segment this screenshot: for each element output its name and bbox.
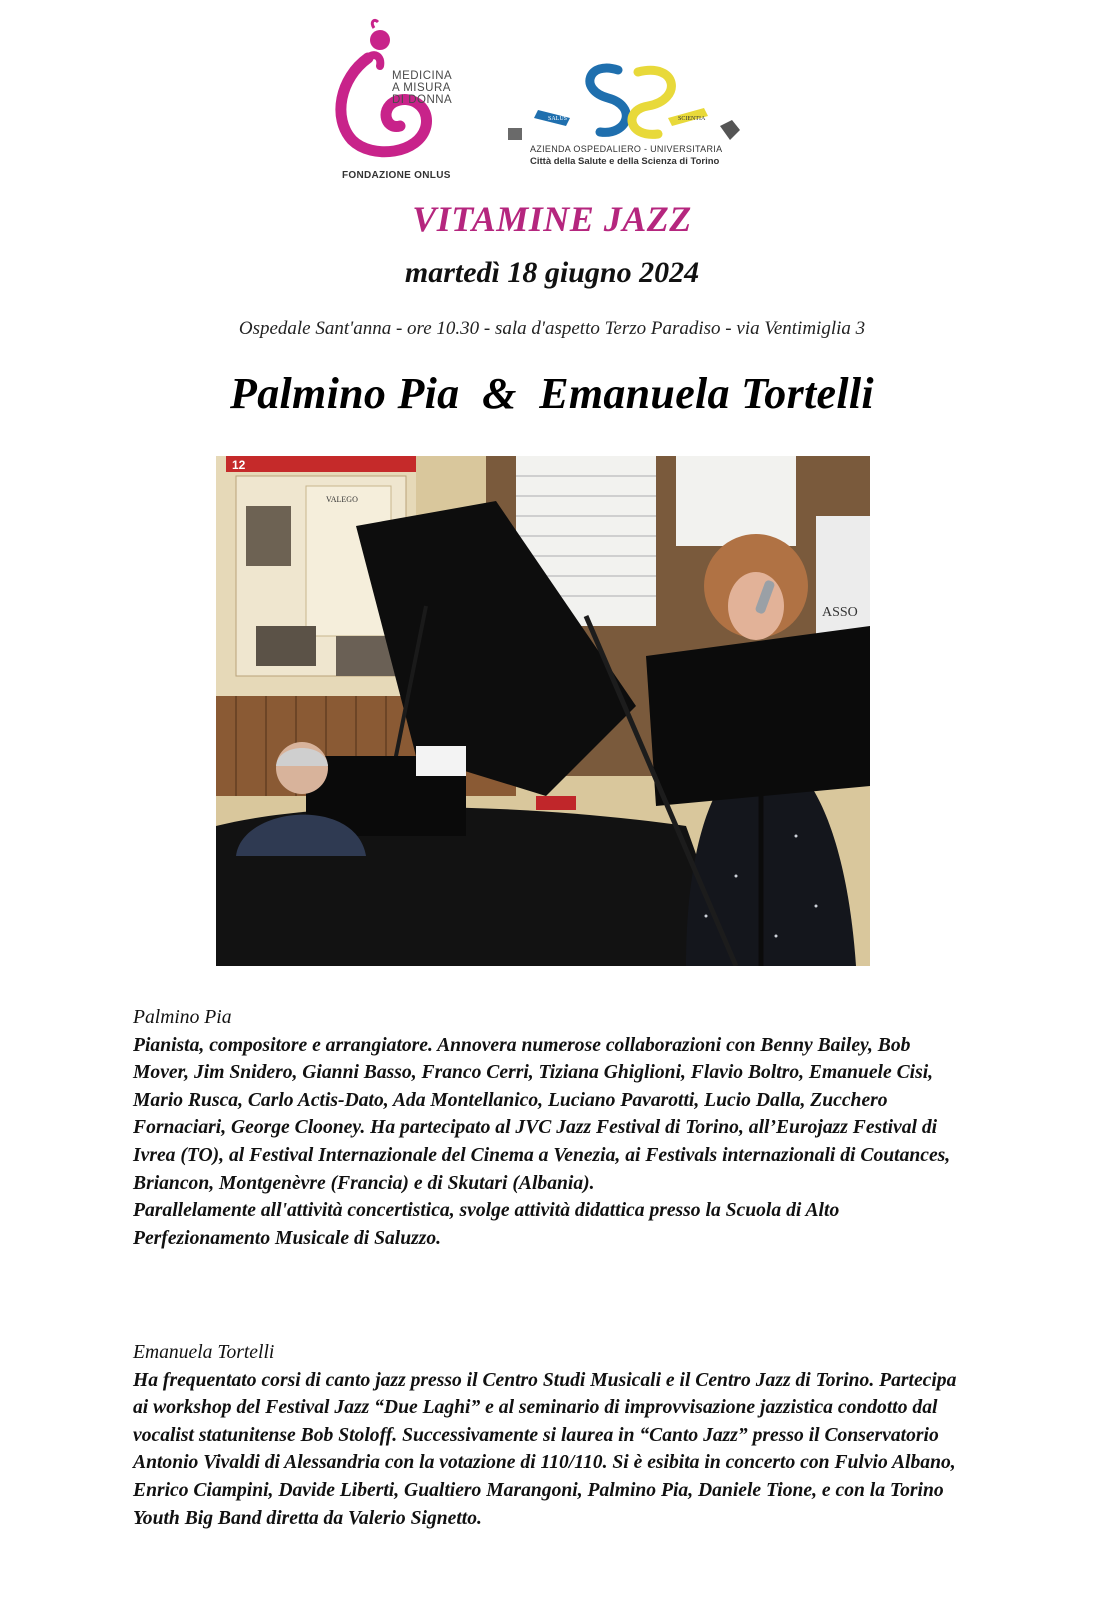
event-title: VITAMINE JAZZ [412, 199, 692, 239]
bull-crest-icon [720, 120, 740, 140]
logo-wordmark-line: MEDICINA [392, 70, 453, 82]
org-name-line2: Città della Salute e della Scienza di Torino [530, 156, 720, 167]
org-name-line1: AZIENDA OSPEDALIERO - UNIVERSITARIA [530, 144, 723, 154]
logo-foundation-label: FONDAZIONE ONLUS [342, 170, 451, 181]
concert-photo [216, 456, 870, 966]
photo-poster-label: VALEGO [326, 495, 358, 504]
event-venue: Ospedale Sant'anna - ore 10.30 - sala d'aspetto Terzo Paradiso - via Ventimiglia 3 [238, 318, 866, 339]
medicina-a-misura-di-donna-logo [330, 18, 470, 188]
bio-name: Palmino Pia [133, 1007, 232, 1028]
city-crest-icon [508, 128, 522, 140]
bio-palmino-pia [133, 1004, 963, 1252]
logo-wordmark-line: A MISURA [392, 82, 451, 94]
bio-emanuela-tortelli [133, 1339, 963, 1532]
citta-della-salute-logo [508, 60, 748, 180]
logo-wordmark [392, 70, 472, 106]
bio-paragraph: Ha frequentato corsi di canto jazz presso il Centro Studi Musicali e il Centro Jazz di Torino. Partecipa ai workshop del Festival Jazz “Due Laghi” e al seminario di improvvisazione jazzistica condotto dal vocalist statunitense Bob Stoloff. Successivamente si laurea in “Canto Jazz” presso il Conservatorio Antonio Vivaldi di Alessandria con la votazione di 110/110. Si è esibita in concerto con Fulvio Albano, Enrico Ciampini, Davide Liberti, Gualtiero Marangoni, Palmino Pia, Daniele Tione, e con la Torino Youth Big Band diretta da Valerio Signetto. [133, 1369, 957, 1529]
photo-side-sign: ASSO [822, 605, 858, 620]
ribbon-salus: SALUS [548, 116, 568, 122]
bio-name: Emanuela Tortelli [133, 1342, 275, 1363]
salus-scientia-emblem-icon [508, 60, 748, 144]
event-date: martedì 18 giugno 2024 [404, 256, 700, 289]
photo-sign-number: 12 [232, 458, 246, 472]
ribbon-scientia: SCIENTIA [678, 116, 706, 122]
performers-heading: Palmino Pia & Emanuela Tortelli [230, 369, 874, 418]
logo-wordmark-line: DI DONNA [392, 94, 453, 106]
bio-paragraph: Pianista, compositore e arrangiatore. Annovera numerose collaborazioni con Benny Bailey, Bob Mover, Jim Snidero, Gianni Basso, Franco Cerri, Tiziana Ghiglioni, Flavio Boltro, Emanuele Cisi, Mario Rusca, Carlo Actis-Dato, Ada Montellanico, Luciano Pavarotti, Lucio Dalla, Zucchero Fornaciari, George Clooney. Ha partecipato al JVC Jazz Festival di Torino, all’Eurojazz Festival di Ivrea (TO), al Festival Internazionale del Cinema a Venezia, ai Festivals internazionali di Coutances, Briancon, Montgenèvre (Francia) e di Skutari (Albania). [133, 1034, 951, 1194]
bio-paragraph: Parallelamente all'attività concertistica, svolge attività didattica presso la Scuola di Alto Perfezionamento Musicale di Saluzzo. [133, 1200, 840, 1249]
